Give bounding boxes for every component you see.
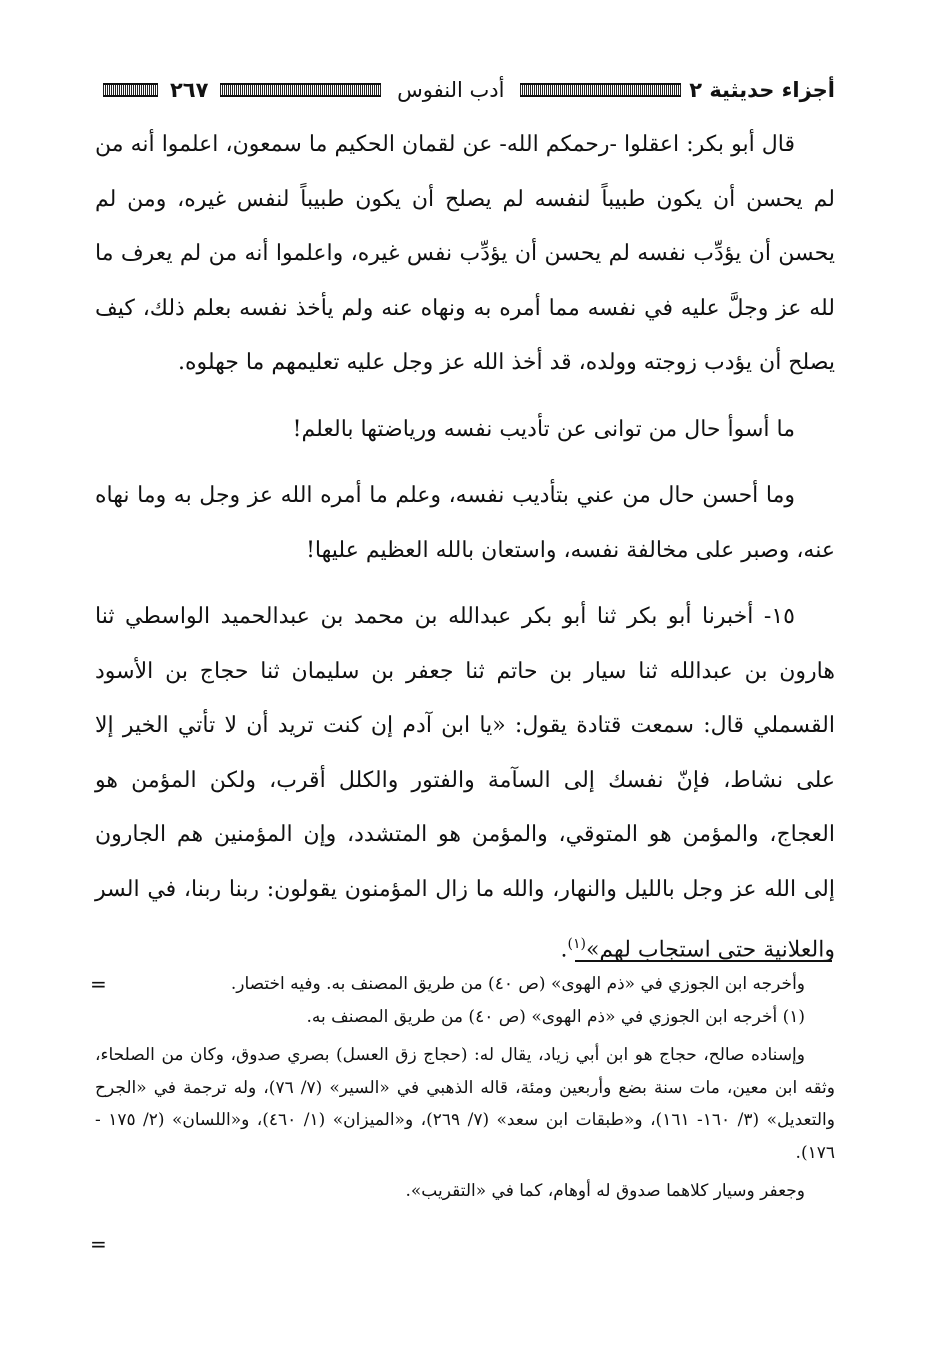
footnote-separator (575, 960, 832, 962)
main-text (95, 118, 835, 978)
footnote-1-paragraph-2: وإسناده صالح، حجاج هو ابن أبي زياد، يقال له: (حجاج زق العسل) بصري صدوق، وكان من الصلحاء، وثقه ابن معين، مات سنة بضع وأربعين ومئة، قاله الذهبي في «السير» (٧/ ٧٦)، وله ترجمة في «الجرح والتعديل» (٣/ ١٦٠- ١٦١)، و«طبقات ابن سعد» (٧/ ٢٦٩)، و«الميزان» (١/ ٤٦٠)، و«اللسان» (٢/ ١٧٥ - ١٧٦). (95, 1045, 835, 1163)
paragraph-4: ١٥- أخبرنا أبو بكر ثنا أبو بكر عبدالله بن محمد بن عبدالحميد الواسطي ثنا هارون بن عبدالله ثنا سيار بن حاتم ثنا جعفر بن سليمان ثنا حجاج بن الأسود القسملي قال: سمعت قتادة يقول: «يا ابن آدم إن كنت تريد أن لا تأتي الخير إلا على نشاط، فإنّ نفسك إلى السآمة والفتور والكلل أقرب، ولكن المؤمن هو العجاج، والمؤمن هو المتوقي، والمؤمن هو المتشدد، وإن المؤمنين هم الجارون إلى الله عز وجل بالليل والنهار، والله ما زال المؤمنون يقولون: ربنا ربنا، في السر والعلانية حتى استجاب لهم»$^{(١)}$. (95, 604, 835, 963)
footnote-continued: وأخرجه ابن الجوزي في «ذم الهوى» (ص ٤٠) من طريق المصنف به. وفيه اختصار. (230, 974, 805, 994)
footnote-1: (١) أخرجه ابن الجوزي في «ذم الهوى» (ص ٤٠) من طريق المصنف به. (306, 1006, 805, 1027)
paragraph-2: ما أسوأ حال من توانى عن تأديب نفسه ورياضتها بالعلم! (292, 416, 795, 442)
paragraph-3: وما أحسن حال من عني بتأديب نفسه، وعلم ما أمره الله عز وجل به وما نهاه عنه، وصبر على مخالفة نفسه، واستعان بالله العظيم عليها! (95, 483, 835, 563)
paragraph-1: قال أبو بكر: اعقلوا -رحمكم الله- عن لقمان الحكيم ما سمعون، اعلموا أنه من لم يحسن أن يكون طبيباً لنفسه لم يصلح أن يكون طبيباً لنفس غيره، ومن لم يحسن أن يؤدِّب نفسه لم يحسن أن يؤدِّب نفس غيره، واعلموا أنه من لم يعرف ما لله عز وجلَّ عليه في نفسه مما أمره به ونهاه عنه ولم يأخذ نفسه بعلم ذلك، كيف يصلح أن يؤدب زوجته وولده، قد أخذ الله عز وجل عليه تعليمهم ما جهلوه. (95, 132, 835, 375)
paragraph-4-text: ١٥- أخبرنا أبو بكر ثنا أبو بكر عبدالله بن محمد بن عبدالحميد الواسطي ثنا هارون بن عبدالله ثنا سيار بن حاتم ثنا جعفر بن سليمان ثنا حجاج بن الأسود القسملي قال: سمعت قتادة يقول: «يا ابن آدم إن كنت تريد أن لا تأتي الخير إلا على نشاط، فإنّ نفسك إلى السآمة والفتور والكلل أقرب، ولكن المؤمن هو العجاج، والمؤمن هو المتوقي، والمؤمن هو المتشدد، وإن المؤمنين هم الجارون إلى الله عز وجل بالليل والنهار، والله ما زال المؤمنون يقولون: ربنا ربنا، في السر والعلانية حتى استجاب لهم» (95, 604, 835, 963)
book-title: أجزاء حديثية ٢ (689, 78, 835, 102)
header-rule-left (103, 83, 158, 97)
header-rule-right (520, 83, 681, 97)
page-number: ٢٦٧ (169, 78, 209, 102)
continuation-mark-top: = (90, 972, 107, 996)
footnotes (95, 968, 835, 1208)
footnote-1-paragraph-3: وجعفر وسيار كلاهما صدوق له أوهام، كما في «التقريب». (405, 1181, 805, 1201)
running-header (95, 70, 835, 110)
section-title: أدب النفوس (397, 78, 505, 102)
continuation-mark-bottom: = (90, 1232, 107, 1256)
footnote-reference: (١) (567, 936, 586, 952)
header-rule-middle (220, 83, 381, 97)
